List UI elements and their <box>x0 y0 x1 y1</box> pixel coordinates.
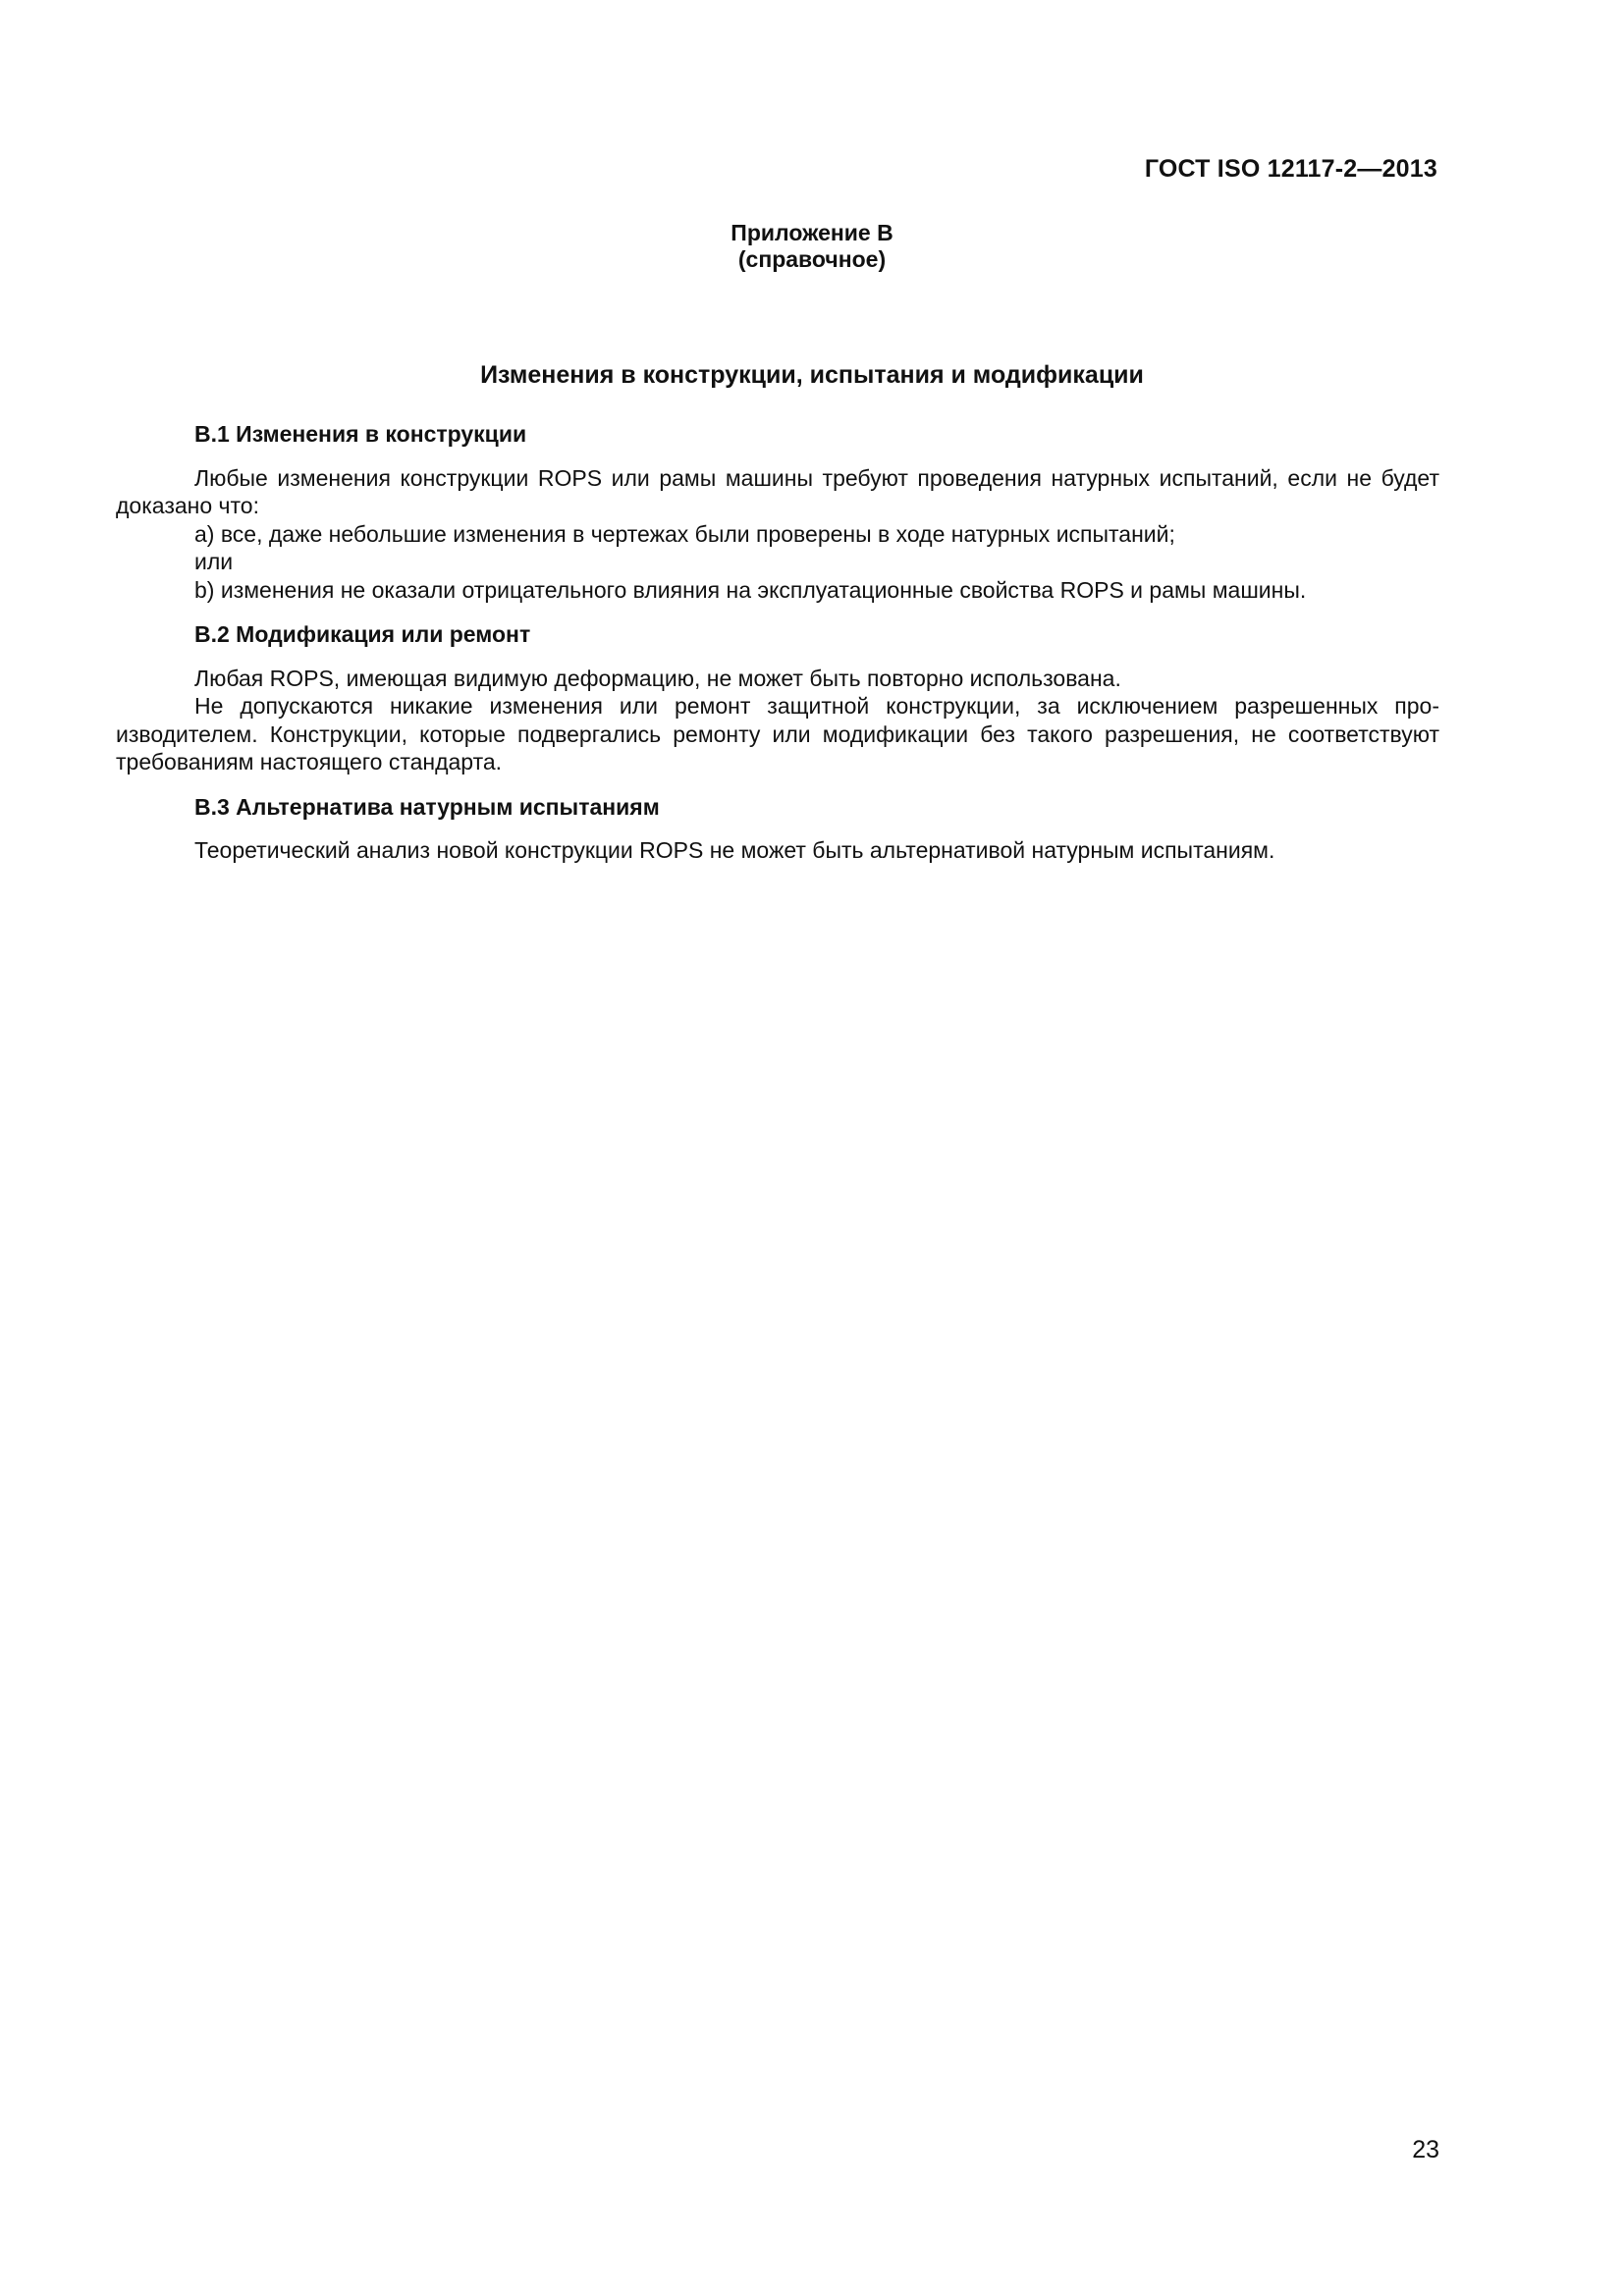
section-heading: В.2 Модификация или ремонт <box>194 621 531 647</box>
section-b1 <box>116 420 1439 604</box>
section-heading: В.1 Изменения в конструкции <box>194 421 527 447</box>
annex-status: (справочное) <box>737 246 887 272</box>
conjunction-text: или <box>194 549 234 574</box>
paragraph: Любые изменения конструкции ROPS или рамы машины требуют проведения натурных испытаний, если не будет доказано что: <box>116 464 1439 518</box>
section-b2 <box>116 620 1439 776</box>
annex-heading <box>0 220 1624 273</box>
document-body <box>116 420 1439 865</box>
annex-title: Изменения в конструкции, испытания и модификации <box>480 361 1144 389</box>
annex-label: Приложение В <box>731 220 893 245</box>
document-identifier: ГОСТ ISO 12117-2—2013 <box>1144 155 1437 183</box>
paragraph: Любая ROPS, имеющая видимую деформацию, не может быть повторно использована. <box>194 665 1121 691</box>
list-item: а) все, даже небольшие изменения в чертежах были проверены в ходе натурных испытаний; <box>194 520 1175 547</box>
paragraph: Не допускаются никакие изменения или ремонт защитной конструкции, за исключением разрешенных производителем. Конструкции, которые подвергались ремонту или модификации без такого разрешения, не соответствуют требованиям настоящего стандарта. <box>116 693 1439 774</box>
paragraph: Теоретический анализ новой конструкции ROPS не может быть альтернативой натурным испытаниям. <box>194 837 1275 863</box>
section-heading: В.3 Альтернатива натурным испытаниям <box>194 793 660 820</box>
list-item: b) изменения не оказали отрицательного влияния на эксплуатационные свойства ROPS и рамы машины. <box>194 576 1307 603</box>
page-number: 23 <box>1412 2136 1439 2163</box>
section-b3 <box>116 793 1439 865</box>
